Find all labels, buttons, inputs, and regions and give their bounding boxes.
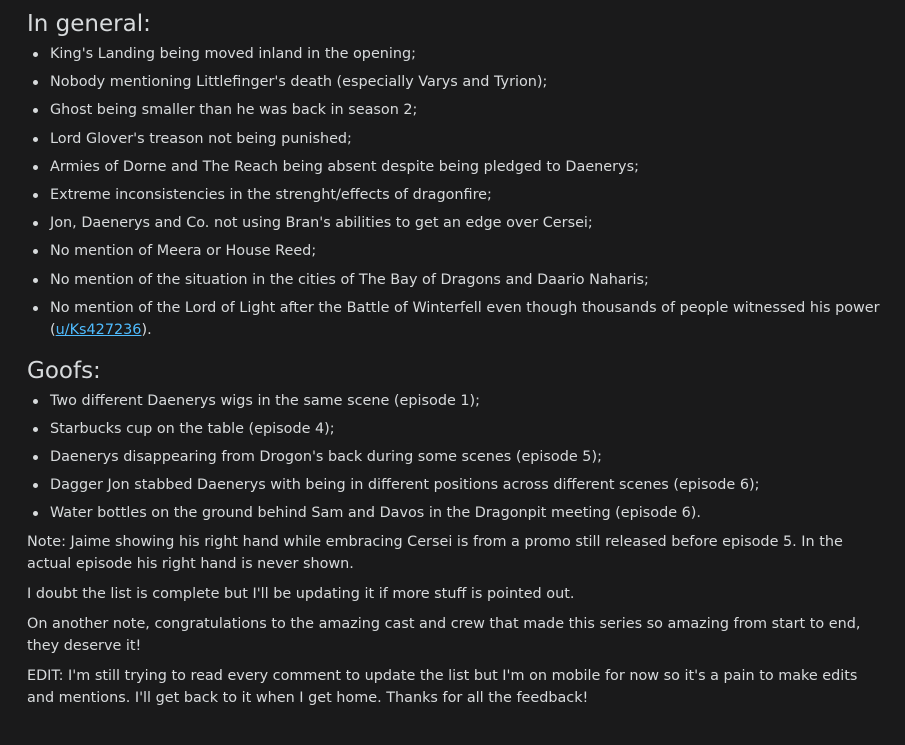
list-item: Water bottles on the ground behind Sam and Davos in the Dragonpit meeting (episode 6).: [27, 502, 887, 524]
list-item: No mention of Meera or House Reed;: [27, 240, 887, 262]
congrats-paragraph: On another note, congratulations to the amazing cast and crew that made this series so amazing from start to end, they deserve it!: [27, 615, 861, 654]
post-body: [27, 8, 887, 717]
list-item: Jon, Daenerys and Co. not using Bran's abilities to get an edge over Cersei;: [27, 212, 887, 234]
user-link[interactable]: u/Ks427236: [55, 321, 142, 338]
goofs-list: [27, 390, 887, 525]
list-item-text: No mention of the Lord of Light after the Battle of Winterfell even though thousands of people witnessed his power (: [50, 299, 880, 338]
list-item: Extreme inconsistencies in the strenght/effects of dragonfire;: [27, 184, 887, 206]
list-item: King's Landing being moved inland in the opening;: [27, 43, 887, 65]
list-item: Lord Glover's treason not being punished;: [27, 128, 887, 150]
section-heading-goofs: Goofs:: [27, 357, 101, 384]
list-item: Two different Daenerys wigs in the same scene (episode 1);: [27, 390, 887, 412]
list-item: Dagger Jon stabbed Daenerys with being in different positions across different scenes (episode 6);: [27, 474, 887, 496]
edit-paragraph: EDIT: I'm still trying to read every comment to update the list but I'm on mobile for now so it's a pain to make edits and mentions. I'll get back to it when I get home. Thanks for all the feedback!: [27, 667, 858, 706]
list-item: Nobody mentioning Littlefinger's death (especially Varys and Tyrion);: [27, 71, 887, 93]
section-heading-general: In general:: [27, 11, 151, 37]
list-item: Daenerys disappearing from Drogon's back during some scenes (episode 5);: [27, 446, 887, 468]
list-item: No mention of the situation in the cities of The Bay of Dragons and Daario Naharis;: [27, 269, 887, 291]
list-item: Ghost being smaller than he was back in season 2;: [27, 99, 887, 121]
general-list: [27, 43, 887, 341]
doubt-paragraph: I doubt the list is complete but I'll be updating it if more stuff is pointed out.: [27, 585, 575, 602]
list-item: Armies of Dorne and The Reach being absent despite being pledged to Daenerys;: [27, 156, 887, 178]
list-item: Starbucks cup on the table (episode 4);: [27, 418, 887, 440]
list-item: [27, 297, 887, 341]
list-item-text-end: ).: [141, 321, 152, 338]
note-paragraph: Note: Jaime showing his right hand while embracing Cersei is from a promo still released before episode 5. In the actual episode his right hand is never shown.: [27, 533, 843, 572]
